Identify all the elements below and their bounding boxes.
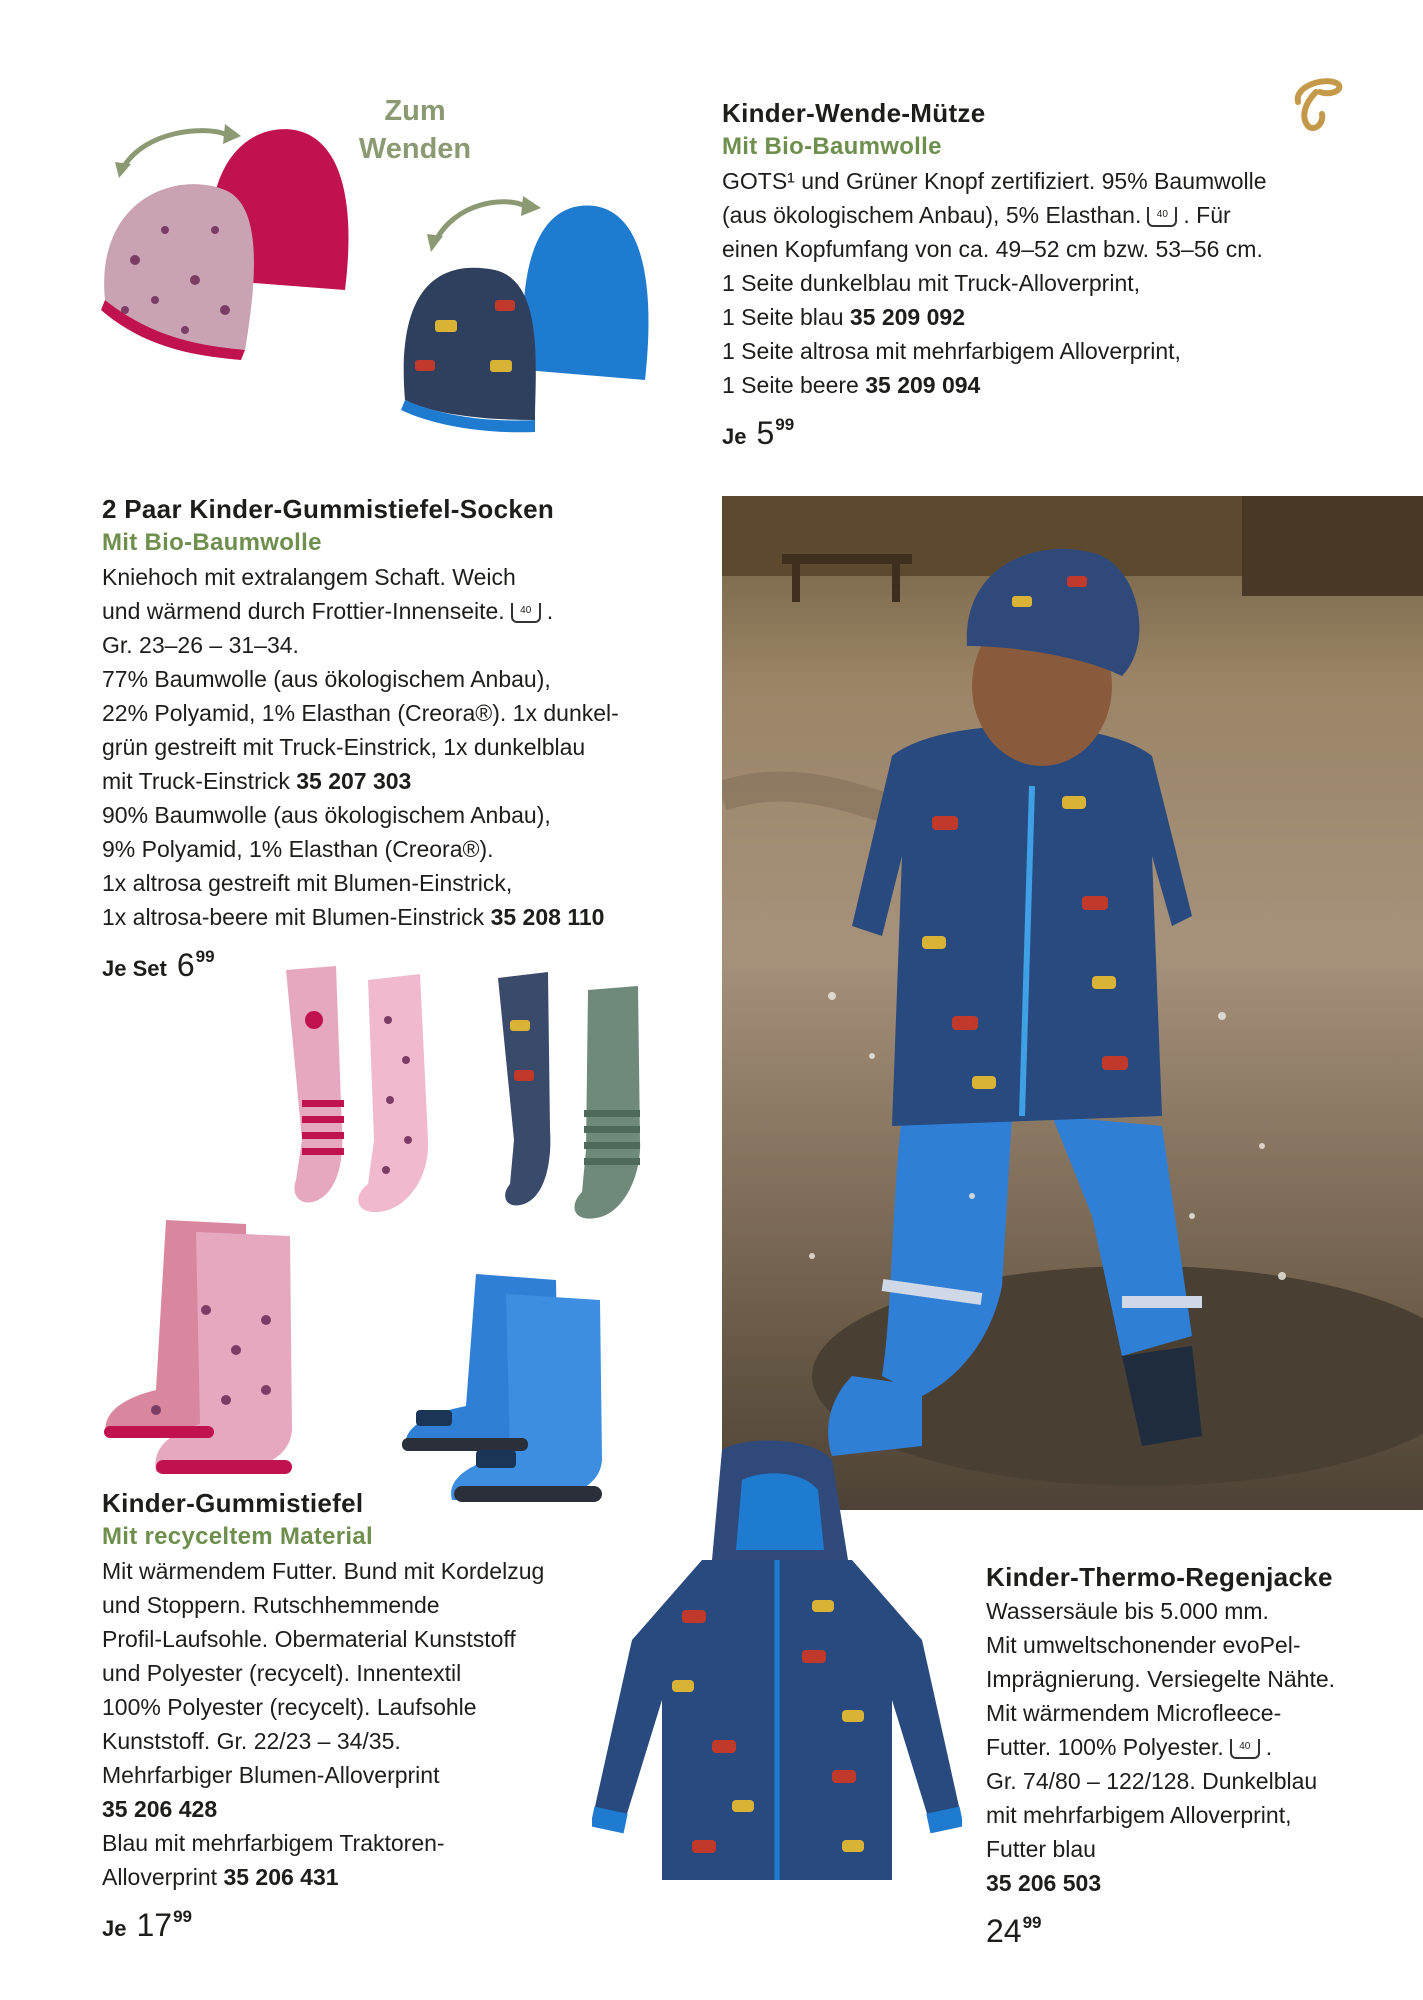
article-number: 35 206 428	[102, 1796, 218, 1822]
jacket-description: Kinder-Thermo-Regenjacke Wassersäule bis 5.000 mm. Mit umweltschonender evoPel- Imprägnierung. Versiegelte Nähte. Mit wärmendem Microfleece- Futter. 100% Polyester. 40 . Gr. 74/80 – 122/128. Dunkelblau mit mehrfarbigem Alloverprint, Futter blau 35 206 503 $24^{99}$	[986, 1560, 1406, 1952]
beanie-subtitle: Mit Bio-Baumwolle	[722, 133, 942, 160]
boots-title: Kinder-Gummistiefel	[102, 1488, 364, 1518]
boots-subtitle: Mit recyceltem Material	[102, 1523, 374, 1550]
beanie-text-line: GOTS¹ und Grüner Knopf zertifiziert. 95% Baumwolle	[722, 168, 1267, 194]
socks-title: 2 Paar Kinder-Gummistiefel-Socken	[102, 494, 555, 524]
beanie-text-line: 1 Seite dunkelblau mit Truck-Alloverprint,	[722, 270, 1141, 296]
socks-subtitle: Mit Bio-Baumwolle	[102, 529, 322, 556]
wash-40-icon: 40	[511, 603, 541, 623]
article-number: 35 207 303	[296, 768, 412, 794]
rain-jacket-product-image	[592, 1440, 962, 1890]
jacket-title: Kinder-Thermo-Regenjacke	[986, 1562, 1333, 1592]
socks-price: Je Set $6^{99}$	[102, 947, 215, 983]
beanie-text-line: einen Kopfumfang von ca. 49–52 cm bzw. 53–56 cm.	[722, 236, 1263, 262]
beanie-description: Kinder-Wende-Mütze Mit Bio-Baumwolle GOTS¹ und Grüner Knopf zertifiziert. 95% Baumwolle (aus ökologischem Anbau), 5% Elasthan. 40 . Für einen Kopfumfang von ca. 49–52 cm bzw. 53–56 cm. 1 Seite dunkelblau mit Truck-Alloverprint, 1 Seite blau 35 209 092 1 Seite altrosa mit mehrfarbigem Alloverprint, 1 Seite beere 35 209 094 Je $5^{99}$	[722, 96, 1362, 454]
beanie-price: Je $5^{99}$	[722, 415, 795, 451]
socks-description: 2 Paar Kinder-Gummistiefel-Socken Mit Bio-Baumwolle Kniehoch mit extralangem Schaft. Weich und wärmend durch Frottier-Innenseite. 40 . Gr. 23–26 – 31–34. 77% Baumwolle (aus ökologischem Anbau), 22% Polyamid, 1% Elasthan (Creora®). 1x dunkel- grün gestreift mit Truck-Einstrick, 1x dunkelblau mit Truck-Einstrick 35 207 303 90% Baumwolle (aus ökologischem Anbau), 9% Polyamid, 1% Elasthan (Creora®). 1x altrosa gestreift mit Blumen-Einstrick, 1x altrosa-beere mit Blumen-Einstrick 35 208 110 Je Set $6^{99}$	[102, 492, 702, 986]
beanie-product-image	[95, 110, 675, 440]
reversible-callout: Zum Wenden	[358, 95, 472, 165]
article-number: 35 209 092	[849, 304, 965, 330]
jacket-price: $24^{99}$	[986, 1913, 1042, 1949]
boots-description: Kinder-Gummistiefel Mit recyceltem Material Mit wärmendem Futter. Bund mit Kordelzug und Stoppern. Rutschhemmende Profil-Laufsohle. Obermaterial Kunststoff und Polyester (recycelt). Innentextil 100% Polyester (recycelt). Laufsohle Kunststoff. Gr. 22/23 – 34/35. Mehrfarbiger Blumen-Alloverprint 35 206 428 Blau mit mehrfarbigem Traktoren- Alloverprint 35 206 431 Je $17^{99}$	[102, 1486, 702, 1946]
article-number: 35 206 503	[986, 1870, 1102, 1896]
article-number: 35 208 110	[490, 904, 605, 930]
beanie-title: Kinder-Wende-Mütze	[722, 98, 986, 128]
article-number: 35 206 431	[223, 1864, 339, 1890]
wash-40-icon: 40	[1147, 207, 1177, 227]
article-number: 35 209 094	[865, 372, 981, 398]
lifestyle-photo	[722, 496, 1423, 1510]
rubber-boots-product-image	[96, 1210, 616, 1530]
boots-price: Je $17^{99}$	[102, 1907, 192, 1943]
beanie-text-line: (aus ökologischem Anbau), 5% Elasthan.	[722, 202, 1142, 228]
wash-40-icon: 40	[1230, 1739, 1260, 1759]
